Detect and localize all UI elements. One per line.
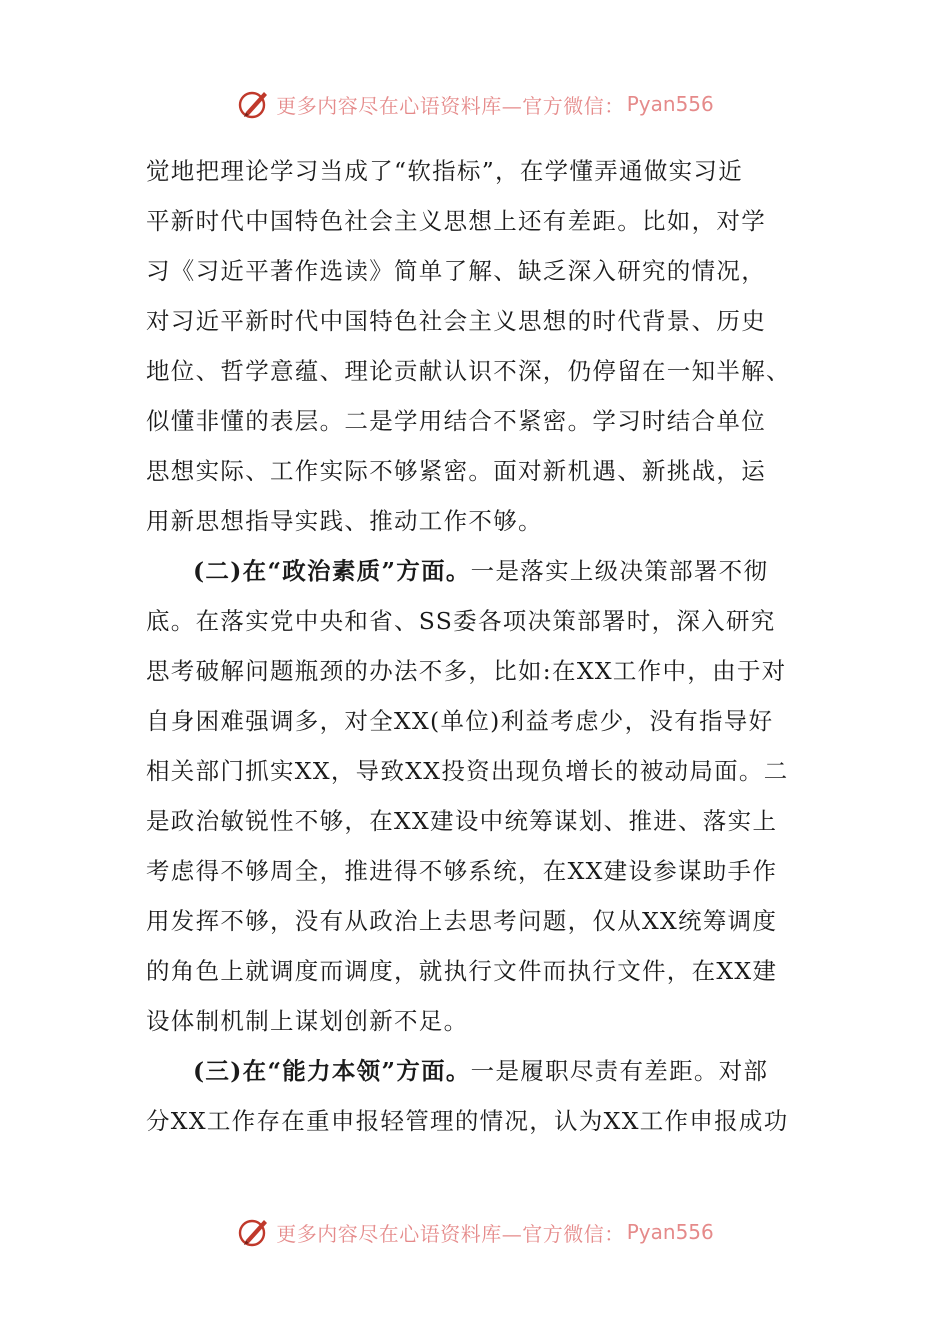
text-span: 一是履职尽责有差距。对部 <box>470 1057 769 1085</box>
text-line: 分XX工作存在重申报轻管理的情况，认为XX工作申报成功 <box>146 1107 789 1135</box>
text-line: 思想实际、工作实际不够紧密。面对新机遇、新挑战，运 <box>146 457 766 485</box>
text-line: 自身困难强调多，对全XX(单位)利益考虑少，没有指导好 <box>146 707 774 735</box>
text-line: 习《习近平著作选读》简单了解、缺乏深入研究的情况， <box>146 257 766 285</box>
pen-logo-icon <box>236 1214 272 1250</box>
text-line: 考虑得不够周全，推进得不够系统，在XX建设参谋助手作 <box>146 857 778 885</box>
text-line: 用发挥不够，没有从政治上去思考问题，仅从XX统筹调度 <box>146 907 778 935</box>
watermark-header <box>0 84 950 124</box>
text-line: 平新时代中国特色社会主义思想上还有差距。比如，对学 <box>146 207 766 235</box>
paragraph-first-line <box>146 546 808 596</box>
text-line: 底。在落实党中央和省、SS委各项决策部署时，深入研究 <box>146 607 776 635</box>
watermark-text: 更多内容尽在心语资料库—官方微信： <box>276 93 625 118</box>
text-line: 设体制机制上谋划创新不足。 <box>146 1007 469 1035</box>
watermark-footer <box>0 1212 950 1252</box>
text-line: 相关部门抓实XX，导致XX投资出现负增长的被动局面。二 <box>146 757 789 785</box>
text-line: 用新思想指导实践、推动工作不够。 <box>146 507 543 535</box>
text-line: 的角色上就调度而调度，就执行文件而执行文件，在XX建 <box>146 957 778 985</box>
watermark-text: 更多内容尽在心语资料库—官方微信： <box>276 1221 625 1246</box>
watermark-wechat-id: Pyan556 <box>626 92 714 116</box>
text-line: 地位、哲学意蕴、理论贡献认识不深，仍停留在一知半解、 <box>146 357 791 385</box>
paragraph-first-line <box>146 1046 808 1096</box>
section-heading: (三)在“能力本领”方面。 <box>193 1057 471 1085</box>
section-heading: (二)在“政治素质”方面。 <box>193 557 471 585</box>
text-line: 似懂非懂的表层。二是学用结合不紧密。学习时结合单位 <box>146 407 766 435</box>
text-span: 一是落实上级决策部署不彻 <box>470 557 769 585</box>
text-line: 是政治敏锐性不够，在XX建设中统筹谋划、推进、落实上 <box>146 807 778 835</box>
pen-logo-icon <box>236 86 272 122</box>
text-line: 对习近平新时代中国特色社会主义思想的时代背景、历史 <box>146 307 766 335</box>
watermark-wechat-id: Pyan556 <box>626 1220 714 1244</box>
document-body <box>146 146 808 1146</box>
text-line: 觉地把理论学习当成了“软指标”，在学懂弄通做实习近 <box>146 157 744 185</box>
text-line: 思考破解问题瓶颈的办法不多，比如:在XX工作中，由于对 <box>146 657 787 685</box>
